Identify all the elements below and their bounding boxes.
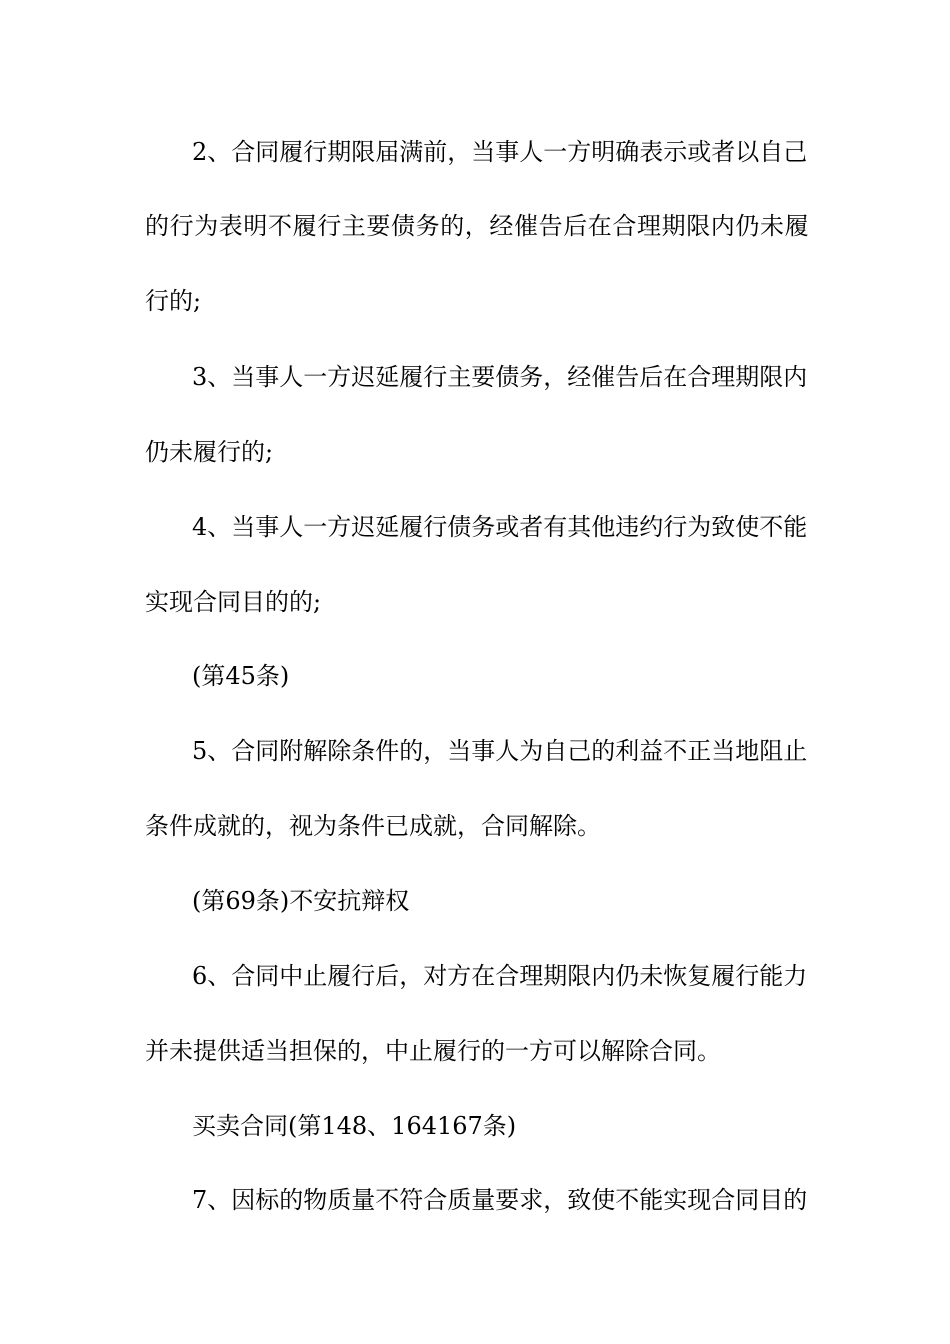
paragraph-line <box>0 432 950 472</box>
text-line: 买卖合同(第148、164167条) <box>192 1112 517 1140</box>
paragraph-line <box>0 956 950 996</box>
text-line: 仍未履行的; <box>145 438 274 466</box>
paragraph-line <box>0 507 950 547</box>
article-reference <box>0 656 950 696</box>
text-line: 的行为表明不履行主要债务的，经催告后在合理期限内仍未履 <box>145 212 810 240</box>
section-heading <box>0 1106 950 1146</box>
text-line: 7、因标的物质量不符合质量要求，致使不能实现合同目的 <box>192 1186 808 1214</box>
text-line: 实现合同目的的; <box>145 588 322 616</box>
paragraph-line <box>0 731 950 771</box>
text-line: (第69条)不安抗辩权 <box>192 887 410 915</box>
article-reference <box>0 881 950 921</box>
text-line: (第45条) <box>192 662 290 690</box>
text-line: 条件成就的，视为条件已成就，合同解除。 <box>145 812 601 840</box>
paragraph-line <box>0 132 950 172</box>
paragraph-line <box>0 1031 950 1071</box>
paragraph-line <box>0 582 950 622</box>
text-line: 并未提供适当担保的，中止履行的一方可以解除合同。 <box>145 1037 721 1065</box>
paragraph-line <box>0 281 950 321</box>
text-line: 4、当事人一方迟延履行债务或者有其他违约行为致使不能 <box>192 513 808 541</box>
text-line: 2、合同履行期限届满前，当事人一方明确表示或者以自己 <box>192 138 808 166</box>
text-line: 5、合同附解除条件的，当事人为自己的利益不正当地阻止 <box>192 737 808 765</box>
paragraph-line <box>0 1180 950 1220</box>
text-line: 6、合同中止履行后，对方在合理期限内仍未恢复履行能力 <box>192 962 808 990</box>
text-line: 3、当事人一方迟延履行主要债务，经催告后在合理期限内 <box>192 363 808 391</box>
paragraph-line <box>0 357 950 397</box>
paragraph-line <box>0 806 950 846</box>
text-line: 行的; <box>145 287 202 315</box>
paragraph-line <box>0 206 950 246</box>
